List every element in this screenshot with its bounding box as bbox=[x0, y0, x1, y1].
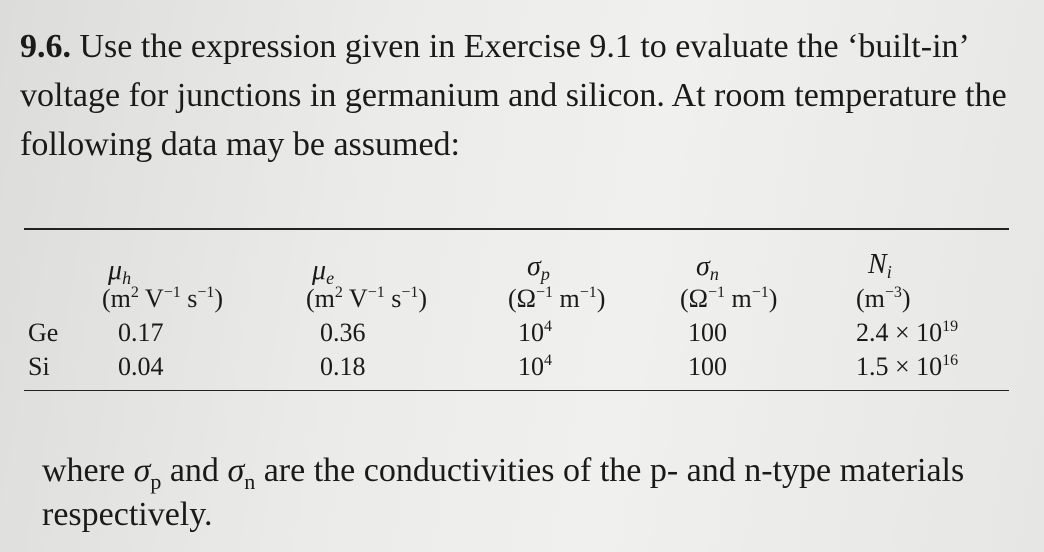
header-mu-h-symbol: $\mu_h$ bbox=[108, 255, 132, 288]
header-sigma-p-unit: ($\Omega^{-1}$ $m^{-1}$) bbox=[508, 284, 606, 313]
cell-ge-mu-e: 0.36 bbox=[320, 318, 366, 347]
header-mu-h-unit: ($m^2$ $V^{-1}$ $s^{-1}$) bbox=[102, 284, 224, 313]
header-ni-symbol: $N_i$ bbox=[868, 249, 892, 282]
cell-ge-sigma-n: 100 bbox=[688, 318, 727, 347]
header-sigma-n-unit: ($\Omega^{-1}$ $m^{-1}$) bbox=[680, 284, 778, 313]
table-bottom-rule bbox=[24, 390, 1009, 391]
cell-si-mu-e: 0.18 bbox=[320, 352, 366, 381]
cell-ge-sigma-p: $10^4$ bbox=[518, 318, 552, 347]
cell-si-mu-h: 0.04 bbox=[118, 352, 164, 381]
table-top-rule bbox=[24, 228, 1009, 230]
cell-si-ni: $1.5 \times 10^{16}$ bbox=[856, 352, 959, 381]
cell-ge-ni: $2.4 \times 10^{19}$ bbox=[856, 318, 959, 347]
header-sigma-n-symbol: $\sigma_n$ bbox=[696, 251, 719, 284]
problem-statement bbox=[20, 22, 1020, 169]
header-mu-e-unit: ($m^2$ $V^{-1}$ $s^{-1}$) bbox=[306, 284, 428, 313]
footer-note: where $\sigma_p$ and $\sigma_n$ are the conductivities of the p- and n-type materials respectively. bbox=[42, 452, 965, 533]
row-label-ge: Ge bbox=[28, 318, 59, 347]
header-sigma-p-symbol: $\sigma_p$ bbox=[527, 251, 550, 284]
header-ni-unit: $(m^{-3})$ bbox=[856, 284, 911, 313]
cell-si-sigma-n: 100 bbox=[688, 352, 727, 381]
row-label-si: Si bbox=[28, 352, 50, 381]
problem-number: 9.6. bbox=[20, 28, 71, 65]
header-mu-e-symbol: $\mu_e$ bbox=[312, 255, 335, 288]
cell-si-sigma-p: $10^4$ bbox=[518, 352, 552, 381]
problem-text: Use the expression given in Exercise 9.1 to evaluate the ‘built-in’ voltage for junctions in germanium and silicon. At room temperature the following data may be assumed: bbox=[20, 28, 1007, 163]
cell-ge-mu-h: 0.17 bbox=[118, 318, 164, 347]
